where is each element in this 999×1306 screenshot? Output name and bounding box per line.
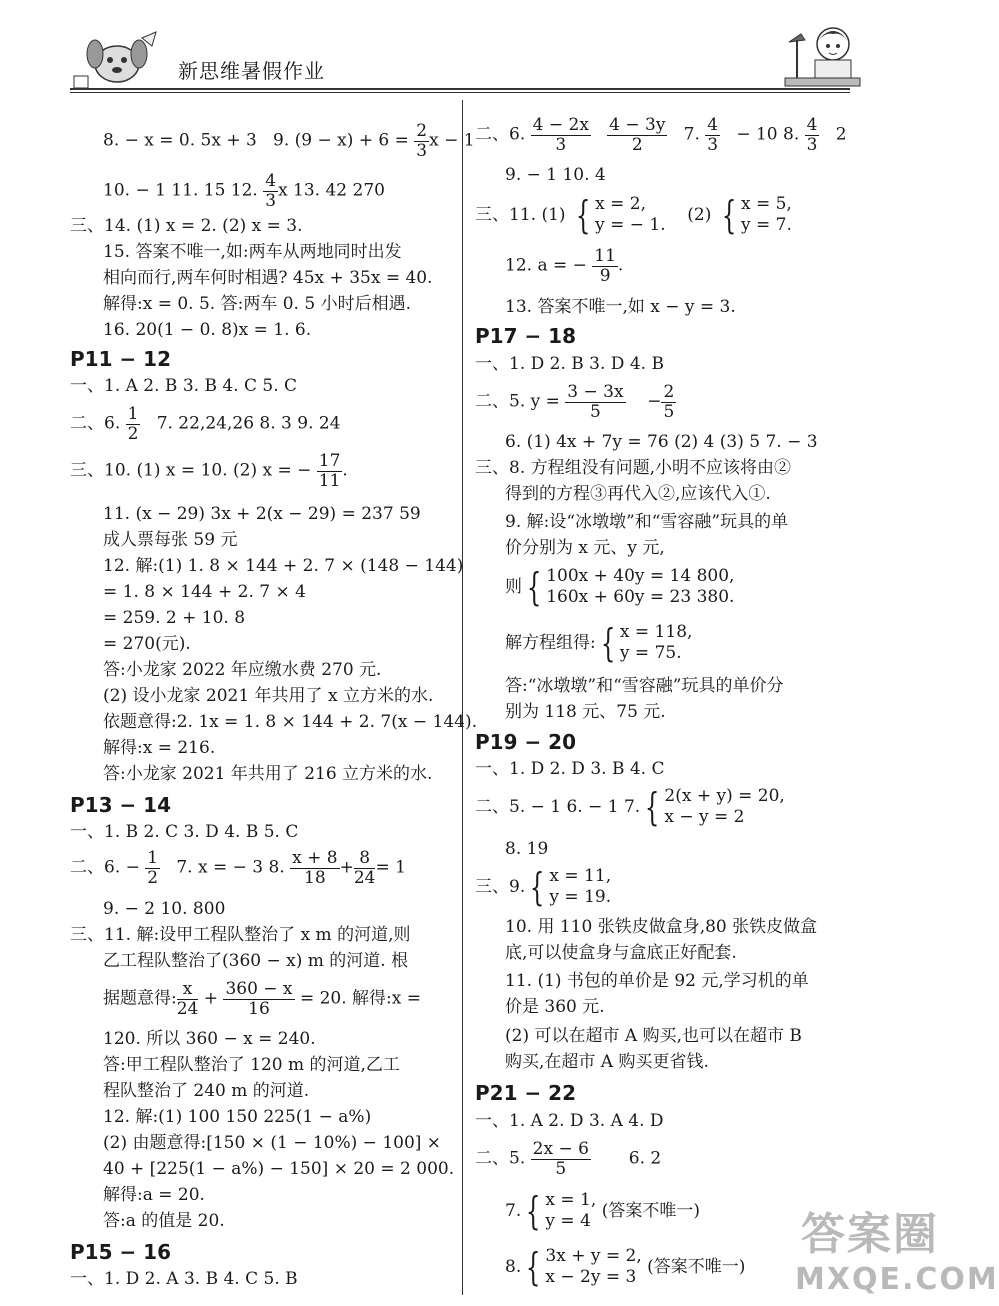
text: 二、5. y = (475, 391, 560, 412)
text: 二、6. − (70, 857, 140, 878)
text: 三、10. (1) x = 10. (2) x = − (70, 460, 312, 481)
fraction: $\frac{2x - 6}{5}$ (532, 1139, 589, 1179)
answer-line: 一、1. A 2. B 3. B 4. C 5. C (70, 376, 298, 396)
answer-line: 40 + [225(1 − a%) − 150] × 20 = 2 000. (103, 1159, 455, 1179)
text: 8. − x = 0. 5x + 3 (103, 130, 257, 151)
answer-line (475, 1140, 661, 1178)
answer-line: 10. 用 110 张铁皮做盒身,80 张铁皮做盒 (505, 917, 818, 937)
answer-line (475, 786, 785, 829)
text: = 20. 解得:x = (299, 988, 421, 1009)
answer-line (70, 405, 341, 443)
answer-line (103, 172, 385, 210)
text: x 13. 42 270 (278, 180, 385, 201)
answer-line: 答:小龙家 2021 年共用了 216 立方米的水. (103, 764, 433, 784)
text: 三、11. (1) (475, 204, 566, 225)
header-rule-thin (70, 92, 850, 93)
answer-line (505, 1190, 700, 1233)
text: . (617, 255, 624, 276)
header-mascot-right (785, 22, 860, 90)
answer-line: 底,可以使盒身与盒底正好配套. (505, 943, 737, 963)
answer-line: 8. 19 (505, 839, 549, 859)
answer-line (70, 452, 348, 490)
answer-line: 一、1. D 2. A 3. B 4. C 5. B (70, 1269, 298, 1289)
header-mascot-left (72, 28, 162, 90)
text: 二、5. (475, 1148, 526, 1169)
text: + (203, 988, 219, 1009)
answer-line: (2) 设小龙家 2021 年共用了 x 立方米的水. (103, 686, 434, 706)
answer-line: 相向而行,两车何时相遇? 45x + 35x = 40. (103, 268, 433, 288)
answer-line (505, 622, 692, 665)
text: 6. 2 (628, 1148, 662, 1169)
text: − 10 8. (736, 124, 800, 145)
fraction: $\frac{4 - 2x}{3}$ (532, 115, 589, 155)
answer-line: 一、1. D 2. B 3. D 4. B (475, 354, 664, 374)
watermark-logo-text: 答案圈 (801, 1209, 939, 1260)
text: 解方程组得: (505, 632, 596, 653)
answer-line: 9. − 1 10. 4 (505, 165, 606, 185)
text: = 1 (375, 857, 406, 878)
text: (答案不唯一) (601, 1200, 700, 1221)
text: . (342, 460, 348, 481)
answer-line: 11. (1) 书包的单价是 92 元,学习机的单 (505, 971, 809, 991)
fraction: $\frac{8}{24}$ (353, 848, 376, 888)
text: 7. (505, 1200, 522, 1221)
answer-line: 乙工程队整治了(360 − x) m 的河道. 根 (103, 951, 409, 971)
cartoon-dog-icon (72, 28, 162, 90)
answer-line: 9. 解:设“冰墩墩”和“雪容融”玩具的单 (505, 512, 789, 532)
fraction: $\frac{2}{5}$ (663, 382, 675, 422)
answer-line: 答:“冰墩墩”和“雪容融”玩具的单价分 (505, 676, 784, 696)
answer-line (505, 247, 623, 285)
brace: { (530, 865, 545, 910)
answer-line: 成人票每张 59 元 (103, 530, 238, 550)
section-heading: P17 − 18 (475, 324, 577, 348)
watermark (795, 1198, 999, 1298)
fraction: $\frac{1}{2}$ (147, 848, 159, 888)
equation-system: x = 5, y = 7. (740, 194, 792, 236)
brace: { (721, 193, 737, 238)
answer-line: 16. 20(1 − 0. 8)x = 1. 6. (103, 320, 312, 340)
answer-line: 解得:x = 216. (103, 738, 216, 758)
answer-line: 6. (1) 4x + 7y = 76 (2) 4 (3) 5 7. − 3 (505, 432, 818, 452)
header-title: 新思维暑假作业 (178, 59, 325, 83)
answer-line: 解得:x = 0. 5. 答:两车 0. 5 小时后相遇. (103, 294, 411, 314)
answer-line (103, 122, 475, 160)
answer-line: 解得:a = 20. (103, 1185, 205, 1205)
answer-line: 13. 答案不唯一,如 x − y = 3. (505, 297, 736, 317)
text: 12. a = − (505, 255, 587, 276)
answer-line: (2) 可以在超市 A 购买,也可以在超市 B (505, 1026, 802, 1046)
answer-line: 11. (x − 29) 3x + 2(x − 29) = 237 59 (103, 504, 421, 524)
text: x − 1 (429, 130, 475, 151)
answer-line: 三、8. 方程组没有问题,小明不应该将由② (475, 458, 792, 478)
text: 二、6. (475, 124, 526, 145)
text: 则 (505, 576, 522, 597)
answer-line (505, 1246, 745, 1289)
fraction: $\frac{4}{3}$ (806, 115, 818, 155)
brace: { (526, 1245, 541, 1290)
text: 7. 22,24,26 8. 3 9. 24 (156, 413, 341, 434)
brace: { (575, 193, 591, 238)
fraction: $\frac{4}{3}$ (265, 171, 277, 211)
watermark-url-text: MXQE.COM (795, 1262, 999, 1297)
fraction: $\frac{3 - 3x}{5}$ (567, 382, 624, 422)
answer-line (475, 866, 611, 909)
answer-line: 9. − 2 10. 800 (103, 899, 226, 919)
equation-system: 2(x + y) = 20, x − y = 2 (664, 786, 785, 828)
answer-line: 价是 360 元. (505, 997, 605, 1017)
text: (2) (687, 204, 712, 225)
answer-line: 15. 答案不唯一,如:两车从两地同时出发 (103, 242, 402, 262)
answer-line: 得到的方程③再代入②,应该代入①. (505, 484, 771, 504)
fraction: $\frac{4}{3}$ (707, 115, 719, 155)
fraction: $\frac{4 - 3y}{2}$ (609, 115, 666, 155)
answer-line (70, 849, 406, 887)
header-rule (70, 88, 850, 90)
answer-line: 12. 解:(1) 1. 8 × 144 + 2. 7 × (148 − 144) (103, 556, 464, 576)
answer-line (505, 566, 734, 609)
cartoon-girl-studying-icon (785, 22, 860, 90)
brace: { (600, 621, 616, 666)
fraction: $\frac{11}{9}$ (594, 246, 616, 286)
section-heading: P13 − 14 (70, 793, 172, 817)
text: − (647, 391, 662, 412)
answer-line: 别为 118 元、75 元. (505, 702, 666, 722)
answer-line: 三、14. (1) x = 2. (2) x = 3. (70, 216, 303, 236)
answer-line (475, 383, 676, 421)
answer-line (475, 194, 792, 237)
section-heading: P15 − 16 (70, 1240, 172, 1264)
fraction: $\frac{17}{11}$ (318, 451, 341, 491)
text: 二、6. (70, 413, 121, 434)
answer-line (475, 116, 847, 154)
answer-line: 一、1. B 2. C 3. D 4. B 5. C (70, 822, 299, 842)
fraction: $\frac{360 - x}{16}$ (225, 979, 293, 1019)
equation-system: x = 118, y = 75. (619, 622, 693, 664)
answer-line: = 1. 8 × 144 + 2. 7 × 4 (103, 582, 306, 602)
text: 9. (9 − x) + 6 = (273, 130, 409, 151)
section-heading: P19 − 20 (475, 730, 577, 754)
answer-line: 依题意得:2. 1x = 1. 8 × 144 + 2. 7(x − 144). (103, 712, 477, 732)
answer-line: (2) 由题意得:[150 × (1 − 10%) − 100] × (103, 1133, 442, 1153)
answer-line: 答:甲工程队整治了 120 m 的河道,乙工 (103, 1055, 400, 1075)
answer-line (103, 980, 421, 1018)
answer-line: 价分别为 x 元、y 元, (505, 538, 665, 558)
text: 2 (835, 124, 847, 145)
text: 7. x = − 3 8. (176, 857, 285, 878)
fraction: $\frac{x}{24}$ (176, 979, 199, 1019)
answer-line: 购买,在超市 A 购买更省钱. (505, 1052, 709, 1072)
answer-line: 一、1. D 2. D 3. B 4. C (475, 759, 665, 779)
equation-system: x = 11, y = 19. (549, 866, 612, 908)
text: 三、9. (475, 876, 526, 897)
answer-line: = 259. 2 + 10. 8 (103, 608, 246, 628)
text: 据题意得: (103, 988, 177, 1009)
text: 二、5. − 1 6. − 1 7. (475, 796, 641, 817)
equation-system: 3x + y = 2, x − 2y = 3 (545, 1246, 642, 1288)
equation-system: 100x + 40y = 14 800, 160x + 60y = 23 380. (546, 566, 735, 608)
answer-line: 答:小龙家 2022 年应缴水费 270 元. (103, 660, 382, 680)
column-divider (462, 100, 463, 1295)
section-heading: P21 − 22 (475, 1081, 577, 1105)
fraction: $\frac{1}{2}$ (127, 404, 139, 444)
equation-system: x = 2, y = − 1. (595, 194, 666, 236)
fraction: $\frac{x + 8}{18}$ (292, 848, 338, 888)
brace: { (526, 1189, 541, 1234)
text: (答案不唯一) (647, 1256, 746, 1277)
answer-line: 12. 解:(1) 100 150 225(1 − a%) (103, 1107, 372, 1127)
answer-line: 程队整治了 240 m 的河道. (103, 1081, 310, 1101)
answer-line: 一、1. A 2. D 3. A 4. D (475, 1111, 664, 1131)
equation-system: x = 1, y = 4 (545, 1190, 597, 1232)
answer-line: 120. 所以 360 − x = 240. (103, 1029, 316, 1049)
brace: { (645, 785, 660, 830)
section-heading: P11 − 12 (70, 347, 172, 371)
text: 10. − 1 11. 15 12. (103, 180, 258, 201)
answer-line: = 270(元). (103, 634, 191, 654)
answer-line: 答:a 的值是 20. (103, 1211, 225, 1231)
fraction: $\frac{2}{3}$ (416, 121, 428, 161)
text: 8. (505, 1256, 522, 1277)
text: + (339, 857, 354, 878)
answer-line: 三、11. 解:设甲工程队整治了 x m 的河道,则 (70, 925, 411, 945)
text: 7. (683, 124, 700, 145)
brace: { (526, 565, 542, 610)
